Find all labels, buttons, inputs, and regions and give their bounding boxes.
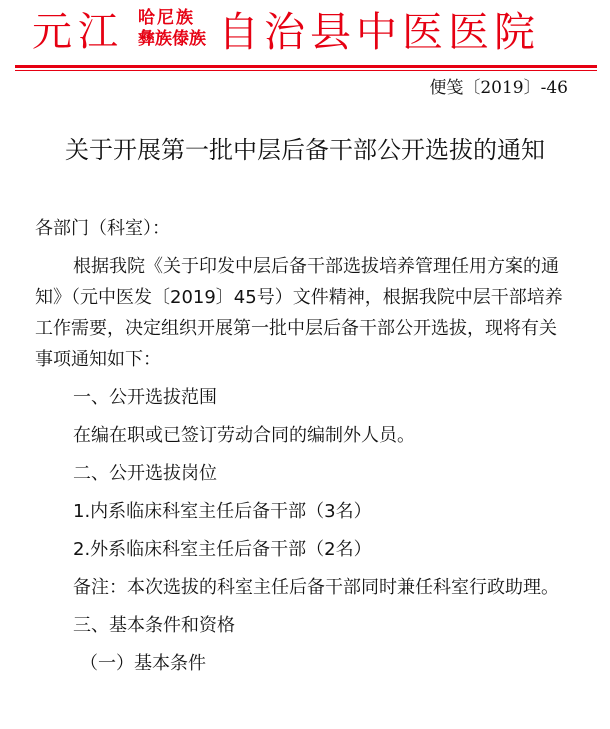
letterhead xyxy=(0,0,610,64)
document-number: 便笺〔2019〕-46 xyxy=(429,78,568,98)
letterhead-rule-thick xyxy=(15,65,597,68)
subsection-1-heading: （一）基本条件 xyxy=(80,653,206,674)
post-item-1: 1.内系临床科室主任后备干部（3名） xyxy=(73,501,372,522)
section-2-heading: 二、公开选拔岗位 xyxy=(73,463,217,484)
section-1-heading: 一、公开选拔范围 xyxy=(73,387,217,408)
document-body xyxy=(35,213,570,679)
post-item-2: 2.外系临床科室主任后备干部（2名） xyxy=(73,539,372,560)
letterhead-rule-thin xyxy=(15,70,597,71)
section-1-text: 在编在职或已签订劳动合同的编制外人员。 xyxy=(73,425,415,446)
letterhead-ethnic-line2: 彝族傣族 xyxy=(138,29,206,49)
note-paragraph: 备注：本次选拔的科室主任后备干部同时兼任科室行政助理。 xyxy=(73,577,559,598)
document-title: 关于开展第一批中层后备干部公开选拔的通知 xyxy=(65,136,545,164)
letterhead-ethnic-line1: 哈尼族 xyxy=(138,8,195,28)
letterhead-institution: 自治县中医医院 xyxy=(218,8,540,56)
addressee: 各部门（科室）： xyxy=(35,218,170,239)
letterhead-place: 元江 xyxy=(32,9,124,55)
letterhead-ethnic-groups xyxy=(138,8,206,50)
intro-paragraph: 根据我院《关于印发中层后备干部选拔培养管理任用方案的通知》（元中医发〔2019〕45号）文件精神，根据我院中层干部培养工作需要，决定组织开展第一批中层后备干部公开选拔，现将有关事项通知如下： xyxy=(35,256,563,370)
section-3-heading: 三、基本条件和资格 xyxy=(73,615,235,636)
